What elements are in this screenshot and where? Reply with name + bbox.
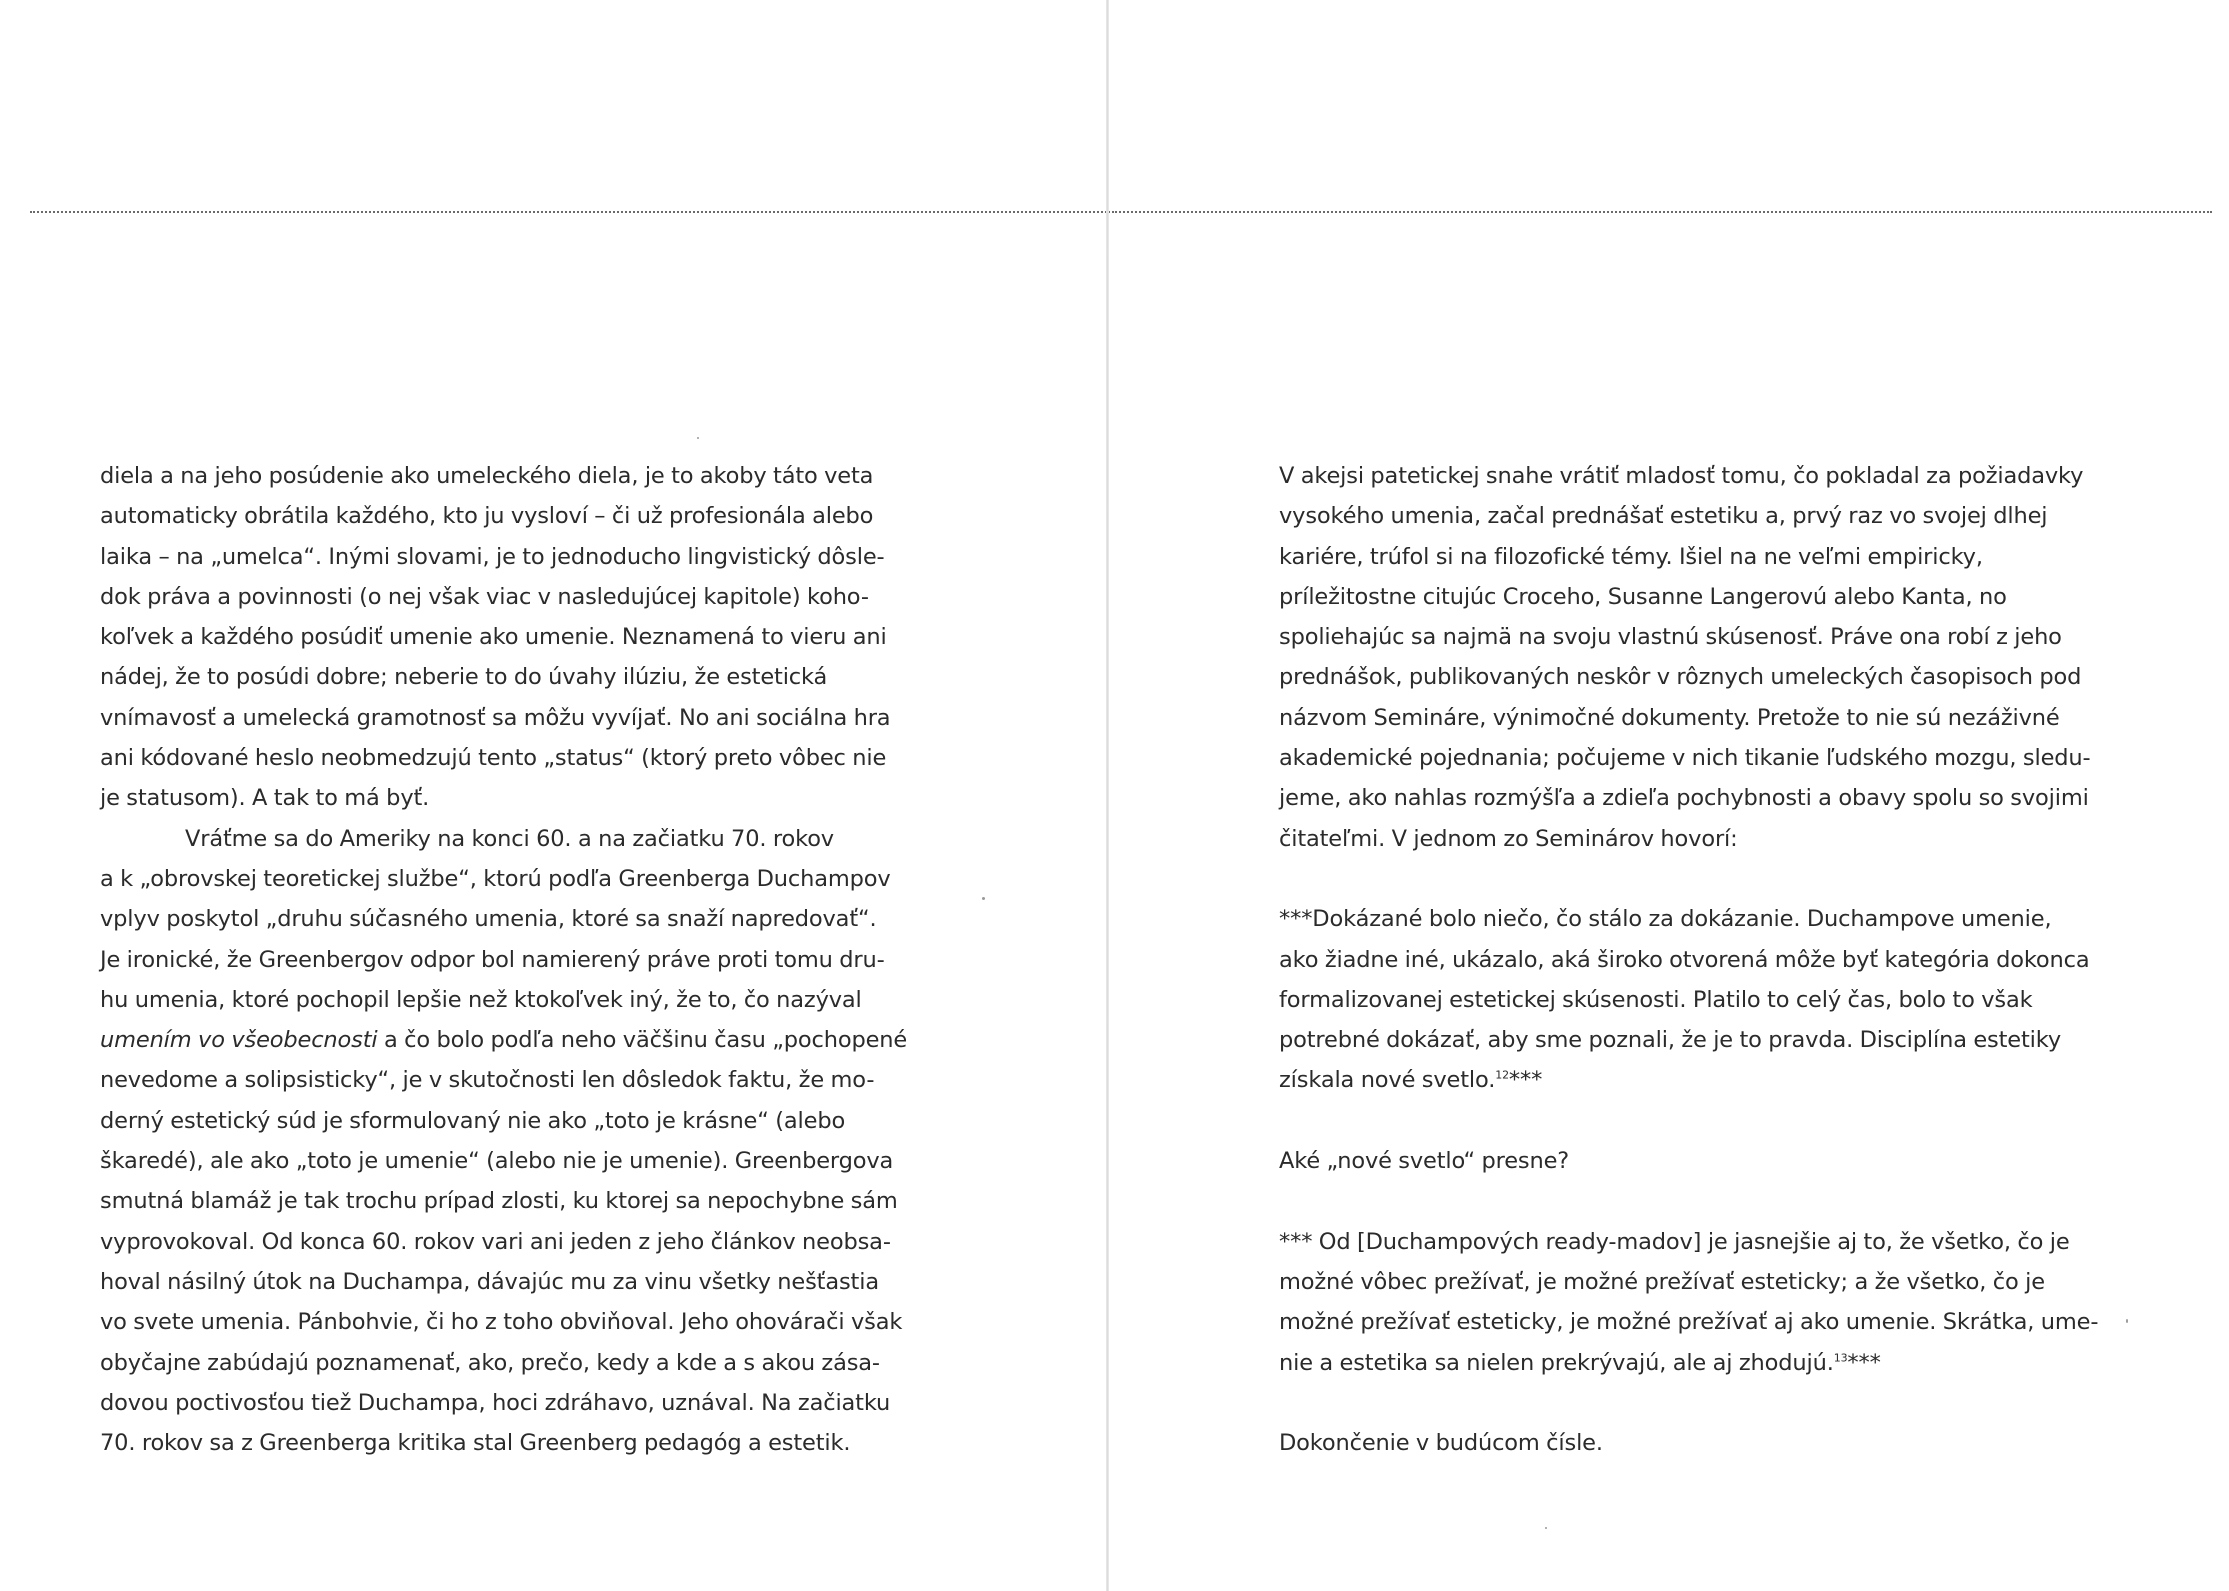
text-line: čitateľmi. V jednom zo Seminárov hovorí: (1279, 825, 1738, 852)
left-page-text (100, 456, 908, 1463)
text-line: vyprovokoval. Od konca 60. rokov vari ani jeden z jeho článkov neobsa- (100, 1228, 891, 1255)
footnote-marker: 12 (1495, 1068, 1509, 1082)
text-line-with-italic (100, 1020, 908, 1060)
quote-block-2 (1279, 1222, 2099, 1383)
text-line: ako žiadne iné, ukázalo, aká široko otvorená môže byť kategória dokonca (1279, 946, 2090, 973)
paragraph-gap (1279, 1181, 2079, 1221)
text-run: a čo bolo podľa neho väčšinu času „pochopené (377, 1027, 908, 1054)
text-line: diela a na jeho posúdenie ako umeleckého diela, je to akoby táto veta (100, 463, 874, 489)
text-line: jeme, ako nahlas rozmýšľa a zdieľa pochybnosti a obavy spolu so svojimi (1279, 785, 2089, 812)
paragraph-gap (1279, 1101, 2079, 1141)
text-line: názvom Semináre, výnimočné dokumenty. Pretože to nie sú nezáživné (1279, 704, 2060, 731)
text-line: smutná blamáž je tak trochu prípad zlosti, ku ktorej sa nepochybne sám (100, 1188, 898, 1215)
right-page-text (1279, 456, 2099, 1463)
text-line: Vráťme sa do Ameriky na konci 60. a na začiatku 70. rokov (185, 825, 834, 852)
quote-end-marker: *** (1508, 1067, 1543, 1094)
text-line: laika – na „umelca“. Inými slovami, je to jednoducho lingvistický dôsle- (100, 543, 885, 570)
text-line: ***Dokázané bolo niečo, čo stálo za dokázanie. Duchampove umenie, (1279, 906, 2052, 933)
text-line: spoliehajúc sa najmä na svoju vlastnú skúsenosť. Práve ona robí z jeho (1279, 624, 2062, 651)
text-line: kariére, trúfol si na filozofické témy. Išiel na ne veľmi empiricky, (1279, 543, 1983, 570)
text-line: vplyv poskytol „druhu súčasného umenia, ktoré sa snaží napredovať“. (100, 906, 877, 933)
text-line: hu umenia, ktoré pochopil lepšie než ktokoľvek iný, že to, čo nazýval (100, 986, 862, 1013)
scan-speck (2126, 1319, 2128, 1323)
text-line: škaredé), ale ako „toto je umenie“ (alebo nie je umenie). Greenbergova (100, 1148, 894, 1175)
scan-speck (1545, 1527, 1547, 1529)
footnote-marker: 13 (1833, 1351, 1848, 1365)
text-line: koľvek a každého posúdiť umenie ako umenie. Neznamená to vieru ani (100, 624, 887, 651)
text-line: automaticky obrátila každého, kto ju vysloví – či už profesionála alebo (100, 503, 874, 530)
text-line: dovou poctivosťou tiež Duchampa, hoci zdráhavo, uznával. Na začiatku (100, 1389, 891, 1416)
text-line: V akejsi patetickej snahe vrátiť mladosť tomu, čo pokladal za požiadavky (1279, 463, 2084, 489)
question-line: Aké „nové svetlo“ presne? (1279, 1148, 1570, 1175)
text-line: hoval násilný útok na Duchampa, dávajúc mu za vinu všetky nešťastia (100, 1268, 879, 1295)
text-line: Je ironické, že Greenbergov odpor bol namierený práve proti tomu dru- (100, 946, 885, 973)
scan-speck (982, 897, 985, 900)
text-line: formalizovanej estetickej skúsenosti. Platilo to celý čas, bolo to však (1279, 986, 2033, 1013)
page-gutter (1106, 0, 1109, 1591)
left-dotted-rule (30, 211, 1110, 213)
quote-end-marker: *** (1847, 1349, 1881, 1376)
left-paragraph-2 (100, 819, 908, 1464)
text-line: derný estetický súd je sformulovaný nie ako „toto je krásne“ (alebo (100, 1107, 846, 1134)
text-line: nádej, že to posúdi dobre; neberie to do úvahy ilúziu, že estetická (100, 664, 828, 691)
text-line-with-footnote (1279, 1060, 2079, 1100)
text-line: a k „obrovskej teoretickej službe“, ktorú podľa Greenberga Duchampov (100, 865, 891, 892)
text-line: ani kódované heslo neobmedzujú tento „status“ (ktorý preto vôbec nie (100, 745, 887, 772)
text-line: vysokého umenia, začal prednášať estetiku a, prvý raz vo svojej dlhej (1279, 503, 2048, 530)
text-line: nevedome a solipsisticky“, je v skutočnosti len dôsledok faktu, že mo- (100, 1067, 875, 1094)
text-line: je statusom). A tak to má byť. (100, 785, 430, 812)
text-line: 70. rokov sa z Greenberga kritika stal Greenberg pedagóg a estetik. (100, 1430, 851, 1457)
quote-block-1 (1279, 899, 2090, 1100)
paragraph-gap (1279, 1383, 2079, 1423)
text-run: nie a estetika sa nielen prekrývajú, ale aj zhodujú. (1279, 1349, 1834, 1376)
text-line: možné vôbec prežívať, je možné prežívať esteticky; a že všetko, čo je (1279, 1268, 2045, 1295)
text-line: vo svete umenia. Pánbohvie, či ho z toho obviňoval. Jeho ohovárači však (100, 1309, 903, 1336)
text-line: akademické pojednania; počujeme v nich tikanie ľudského mozgu, sledu- (1279, 745, 2091, 772)
text-line: prednášok, publikovaných neskôr v rôznych umeleckých časopisoch pod (1279, 664, 2082, 691)
text-run: získala nové svetlo. (1279, 1067, 1496, 1094)
paragraph-gap (1279, 859, 2079, 899)
closing-note: Dokončenie v budúcom čísle. (1279, 1430, 1603, 1457)
text-line: vnímavosť a umelecká gramotnosť sa môžu vyvíjať. No ani sociálna hra (100, 704, 891, 731)
right-paragraph-intro (1279, 456, 2091, 859)
scan-speck (697, 437, 699, 439)
right-dotted-rule (1112, 211, 2212, 213)
text-line: obyčajne zabúdajú poznamenať, ako, prečo, kedy a kde a s akou zása- (100, 1349, 880, 1376)
left-paragraph-1 (100, 456, 890, 819)
text-line-with-footnote (1279, 1343, 2079, 1383)
text-line: dok práva a povinnosti (o nej však viac v nasledujúcej kapitole) koho- (100, 583, 869, 610)
text-line: *** Od [Duchampových ready-madov] je jasnejšie aj to, že všetko, čo je (1279, 1228, 2070, 1255)
text-line: potrebné dokázať, aby sme poznali, že je to pravda. Disciplína estetiky (1279, 1027, 2061, 1054)
italic-phrase: umením vo všeobecnosti (100, 1027, 378, 1054)
text-line: príležitostne citujúc Croceho, Susanne Langerovú alebo Kanta, no (1279, 583, 2007, 610)
text-line: možné prežívať esteticky, je možné prežívať aj ako umenie. Skrátka, ume- (1279, 1309, 2099, 1336)
